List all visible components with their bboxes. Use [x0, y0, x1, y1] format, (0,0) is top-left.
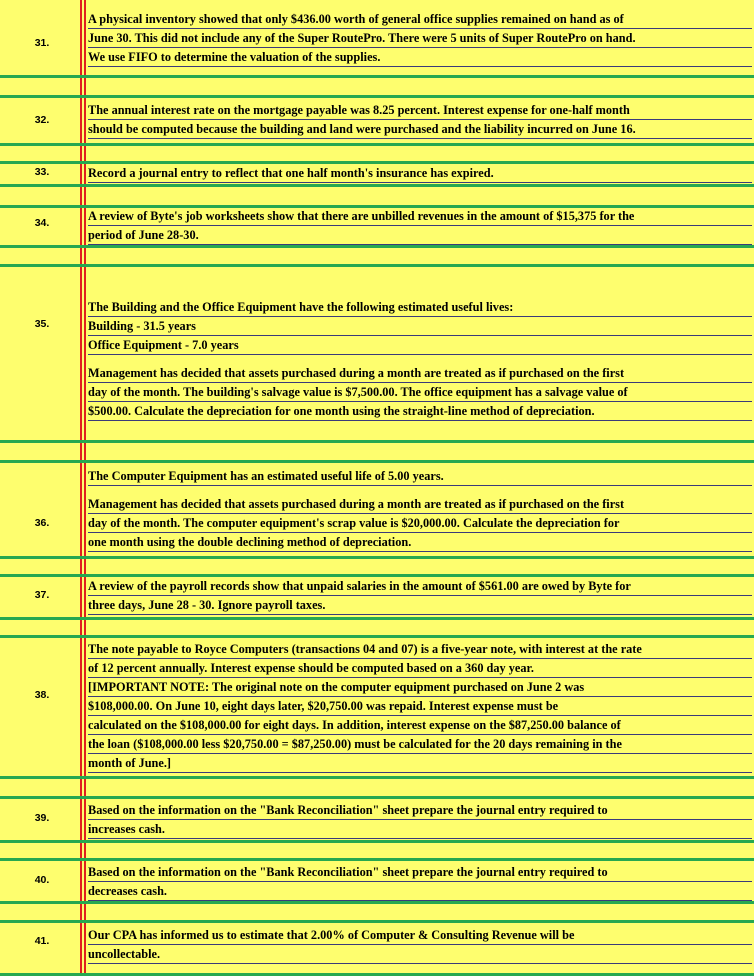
- separator: [0, 264, 754, 267]
- entry-line: decreases cash.: [88, 882, 752, 901]
- entry-line: uncollectable.: [88, 945, 752, 964]
- entry-line: the loan ($108,000.00 less $20,750.00 = $87,250.00) must be calculated for the 20 days remaining in the: [88, 735, 752, 754]
- entry-line: The note payable to Royce Computers (transactions 04 and 07) is a five-year note, with interest at the rate: [88, 640, 752, 659]
- separator: [0, 840, 754, 843]
- separator: [0, 440, 754, 443]
- separator: [0, 920, 754, 923]
- entry-line: Building - 31.5 years: [88, 317, 752, 336]
- separator: [0, 460, 754, 463]
- entry-line: June 30. This did not include any of the Super RoutePro. There were 5 units of Super RoutePro on hand.: [88, 29, 752, 48]
- entry-line: one month using the double declining method of depreciation.: [88, 533, 752, 552]
- separator: [0, 635, 754, 638]
- entry-text: [88, 101, 752, 139]
- separator: [0, 796, 754, 799]
- entry-line: Management has decided that assets purchased during a month are treated as if purchased on the first: [88, 495, 752, 514]
- entry-number: 34.: [34, 217, 50, 229]
- entry-number: 39.: [34, 812, 50, 824]
- entry-line: day of the month. The building's salvage value is $7,500.00. The office equipment has a salvage value of: [88, 383, 752, 402]
- entry-line: of 12 percent annually. Interest expense should be computed based on a 360 day year.: [88, 659, 752, 678]
- entry-line: Based on the information on the "Bank Reconciliation" sheet prepare the journal entry required to: [88, 801, 752, 820]
- separator: [0, 901, 754, 904]
- entry-line: should be computed because the building and land were purchased and the liability incurred on June 16.: [88, 120, 752, 139]
- entry-line: month of June.]: [88, 754, 752, 773]
- separator: [0, 95, 754, 98]
- entry-number: 40.: [34, 874, 50, 886]
- entry-line: Based on the information on the "Bank Reconciliation" sheet prepare the journal entry required to: [88, 863, 752, 882]
- entry-number: 38.: [34, 689, 50, 701]
- entry-text: [88, 863, 752, 901]
- entry-line: A review of Byte's job worksheets show that there are unbilled revenues in the amount of $15,375 for the: [88, 207, 752, 226]
- margin-line-right: [84, 0, 86, 976]
- entry-text: [88, 926, 752, 964]
- entry-line: period of June 28-30.: [88, 226, 752, 245]
- entry-line: The annual interest rate on the mortgage payable was 8.25 percent. Interest expense for one-half month: [88, 101, 752, 120]
- entry-line: A review of the payroll records show that unpaid salaries in the amount of $561.00 are owed by Byte for: [88, 577, 752, 596]
- entry-number: 33.: [34, 166, 50, 178]
- margin-line-left: [80, 0, 82, 976]
- entry-line: Record a journal entry to reflect that one half month's insurance has expired.: [88, 164, 752, 183]
- separator: [0, 143, 754, 146]
- entry-number: 32.: [34, 114, 50, 126]
- entry-text: [88, 298, 752, 421]
- entry-line: [IMPORTANT NOTE: The original note on the computer equipment purchased on June 2 was: [88, 678, 752, 697]
- separator: [0, 858, 754, 861]
- entry-line: increases cash.: [88, 820, 752, 839]
- entry-text: [88, 801, 752, 839]
- entry-line: A physical inventory showed that only $436.00 worth of general office supplies remained on hand as of: [88, 10, 752, 29]
- separator: [0, 184, 754, 187]
- entry-line: Our CPA has informed us to estimate that 2.00% of Computer & Consulting Revenue will be: [88, 926, 752, 945]
- entry-text: [88, 640, 752, 773]
- entry-number: 31.: [34, 37, 50, 49]
- entry-line: The Building and the Office Equipment have the following estimated useful lives:: [88, 298, 752, 317]
- entry-line: day of the month. The computer equipment's scrap value is $20,000.00. Calculate the depreciation for: [88, 514, 752, 533]
- separator: [0, 75, 754, 78]
- entry-line: three days, June 28 - 30. Ignore payroll taxes.: [88, 596, 752, 615]
- separator: [0, 776, 754, 779]
- entry-text: [88, 164, 752, 183]
- entry-line: Management has decided that assets purchased during a month are treated as if purchased on the first: [88, 364, 752, 383]
- entry-text: [88, 467, 752, 552]
- entry-line: We use FIFO to determine the valuation of the supplies.: [88, 48, 752, 67]
- separator: [0, 245, 754, 248]
- entry-line: The Computer Equipment has an estimated useful life of 5.00 years.: [88, 467, 752, 486]
- separator: [0, 617, 754, 620]
- entry-text: [88, 577, 752, 615]
- entry-line: Office Equipment - 7.0 years: [88, 336, 752, 355]
- entry-number: 41.: [34, 935, 50, 947]
- entry-number: 35.: [34, 318, 50, 330]
- entry-number: 36.: [34, 517, 50, 529]
- entry-text: [88, 10, 752, 67]
- entry-line: $108,000.00. On June 10, eight days later, $20,750.00 was repaid. Interest expense must be: [88, 697, 752, 716]
- entry-number: 37.: [34, 589, 50, 601]
- entry-text: [88, 207, 752, 245]
- entry-line: calculated on the $108,000.00 for eight days. In addition, interest expense on the $87,250.00 balance of: [88, 716, 752, 735]
- entry-line: $500.00. Calculate the depreciation for one month using the straight-line method of depreciation.: [88, 402, 752, 421]
- separator: [0, 556, 754, 559]
